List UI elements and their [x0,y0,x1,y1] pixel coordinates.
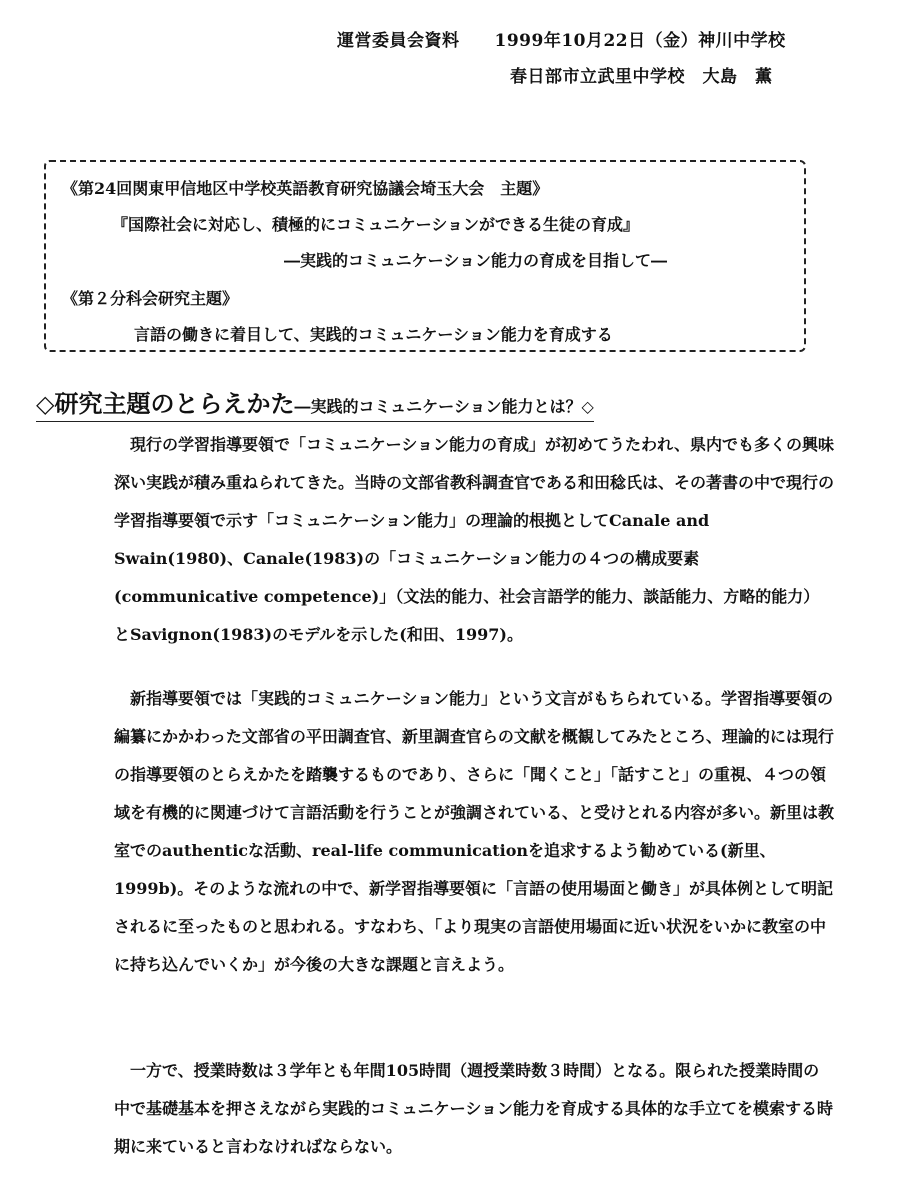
theme-box [44,160,806,352]
section-heading-main: ◇研究主題のとらえかた [36,389,295,418]
theme-subcommittee-label: 《第２分科会研究主題》 [62,289,239,308]
header-meeting-info: 運営委員会資料 1999年10月22日（金）神川中学校 [337,31,786,51]
body-paragraph-2 [114,680,834,984]
theme-subtitle: ―実践的コミュニケーション能力の育成を目指して― [284,251,668,270]
body-paragraph-3-text: 一方で、授業時数は３学年とも年間105時間（週授業時数３時間）となる。限られた授業時間の中で基礎基本を押さえながら実践的コミュニケーション能力を育成する具体的な手立てを模索する時期に来ていると言わなければならない。 [114,1061,834,1156]
body-paragraph-2-text: 新指導要領では「実践的コミュニケーション能力」という文言がもちられている。学習指導要領の編纂にかかわった文部省の平田調査官、新里調査官らの文献を概観してみたところ、理論的には現行の指導要領のとらえかたを踏襲するものであり、さらに「聞くこと」「話すこと」の重視、４つの領域を有機的に関連づけて言語活動を行うことが強調されている、と受けとれる内容が多い。新里は教室でのauthenticな活動、real-life communicationを追求するよう勧めている(新里、1999b)。そのような流れの中で、新学習指導要領に「言語の使用場面と働き」が具体例として明記されるに至ったものと思われる。すなわち、「より現実の言語使用場面に近い状況をいかに教室の中に持ち込んでいくか」が今後の大きな課題と言えよう。 [114,689,835,974]
body-paragraph-1 [114,426,834,654]
header-author: 春日部市立武里中学校 大島 薫 [510,67,773,87]
theme-subcommittee-topic: 言語の働きに着目して、実践的コミュニケーション能力を育成する [134,325,613,344]
theme-conference-title: 《第24回関東甲信地区中学校英語教育研究協議会埼玉大会 主題》 [62,179,549,198]
body-paragraph-1-text: 現行の学習指導要領で「コミュニケーション能力の育成」が初めてうたわれ、県内でも多くの興味深い実践が積み重ねられてきた。当時の文部省教科調査官である和田稔氏は、その著書の中で現行の学習指導要領で示す「コミュニケーション能力」の理論的根拠としてCanale and Swain(1980)、Canale(1983)の「コミュニケーション能力の４つの構成要素(communicative competence)」（文法的能力、社会言語学的能力、談話能力、方略的能力）とSavignon(1983)のモデルを示した(和田、1997)。 [114,435,835,644]
section-heading [36,384,594,422]
theme-main-title: 『国際社会に対応し、積極的にコミュニケーションができる生徒の育成』 [112,215,640,234]
section-heading-sub: ―実践的コミュニケーション能力とは？◇ [294,397,594,416]
body-paragraph-3 [114,1052,834,1166]
